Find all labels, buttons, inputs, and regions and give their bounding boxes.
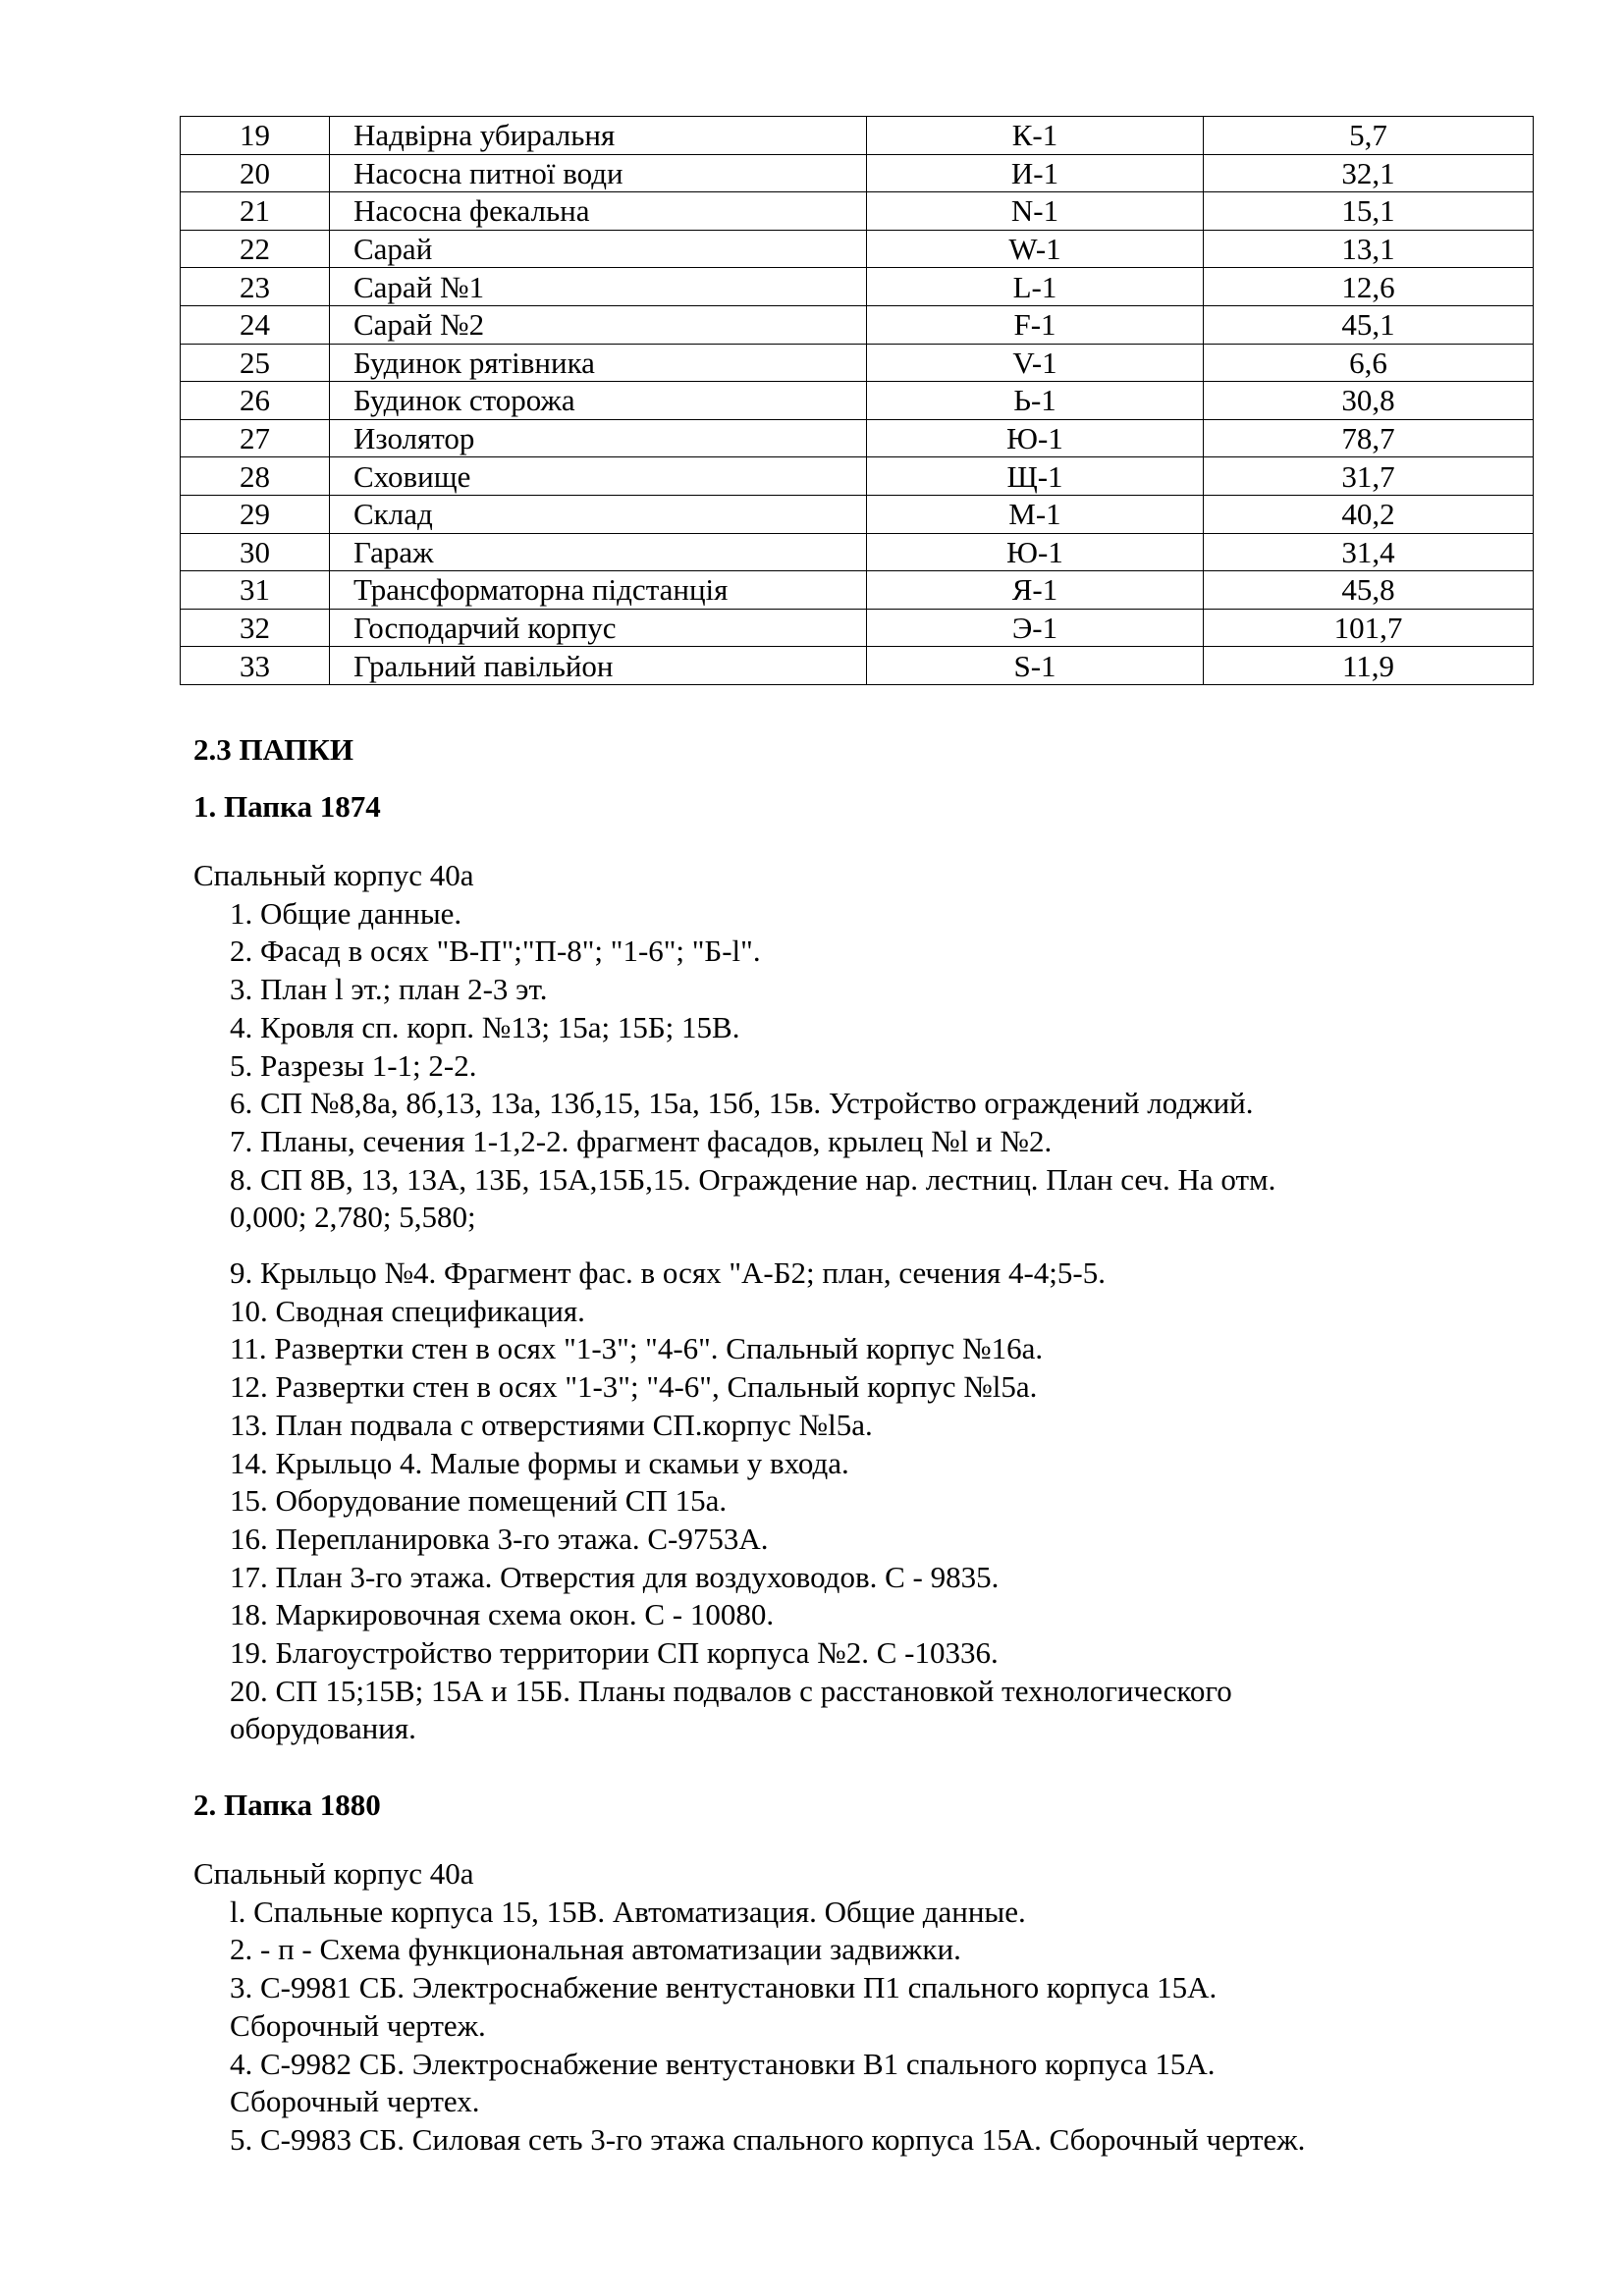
row-name: Надвірна убиральня xyxy=(330,117,867,155)
table-row xyxy=(181,192,1534,231)
row-name: Склад xyxy=(330,495,867,533)
row-area: 13,1 xyxy=(1204,230,1534,268)
row-area: 11,9 xyxy=(1204,647,1534,685)
table-row xyxy=(181,230,1534,268)
list-item: 4. С-9982 СБ. Электроснабжение вентустановки В1 спального корпуса 15А. xyxy=(230,2046,1216,2081)
row-code: L-1 xyxy=(867,268,1204,306)
row-area: 12,6 xyxy=(1204,268,1534,306)
row-number: 22 xyxy=(181,230,330,268)
row-number: 23 xyxy=(181,268,330,306)
list-item: 17. План 3-го этажа. Отверстия для воздуховодов. С - 9835. xyxy=(230,1559,1000,1594)
row-name: Будинок рятівника xyxy=(330,344,867,382)
list-item: 16. Перепланировка 3-го этажа. С-9753А. xyxy=(230,1521,769,1556)
table-row xyxy=(181,419,1534,457)
row-area: 32,1 xyxy=(1204,154,1534,192)
row-area: 78,7 xyxy=(1204,419,1534,457)
row-number: 24 xyxy=(181,305,330,344)
row-area: 31,4 xyxy=(1204,533,1534,571)
row-number: 29 xyxy=(181,495,330,533)
list-item: 6. СП №8,8а, 8б,13, 13а, 13б,15, 15а, 15б, 15в. Устройство ограждений лоджий. xyxy=(230,1086,1254,1121)
row-name: Сарай №1 xyxy=(330,268,867,306)
table-row xyxy=(181,609,1534,647)
row-number: 26 xyxy=(181,382,330,420)
row-number: 28 xyxy=(181,457,330,496)
table-row xyxy=(181,117,1534,155)
row-number: 31 xyxy=(181,571,330,610)
list-item: 0,000; 2,780; 5,580; xyxy=(230,1200,476,1235)
list-item: 3. План l эт.; план 2-3 эт. xyxy=(230,972,548,1007)
row-code: N-1 xyxy=(867,192,1204,231)
table-row xyxy=(181,344,1534,382)
row-code: Ь-1 xyxy=(867,382,1204,420)
table-row xyxy=(181,647,1534,685)
row-code: Ю-1 xyxy=(867,419,1204,457)
list-item: 7. Планы, сечения 1-1,2-2. фрагмент фасадов, крылец №l и №2. xyxy=(230,1123,1053,1158)
row-number: 25 xyxy=(181,344,330,382)
list-item: 1. Общие данные. xyxy=(230,895,462,931)
row-name: Сарай №2 xyxy=(330,305,867,344)
row-number: 21 xyxy=(181,192,330,231)
list-item: 2. Фасад в осях "В-П";"П-8"; "1-6"; "Б-l". xyxy=(230,934,761,969)
row-area: 6,6 xyxy=(1204,344,1534,382)
list-item: Сборочный чертеж. xyxy=(230,2007,486,2043)
row-name: Будинок сторожа xyxy=(330,382,867,420)
row-name: Господарчий корпус xyxy=(330,609,867,647)
row-number: 30 xyxy=(181,533,330,571)
list-item: 8. СП 8В, 13, 13А, 13Б, 15А,15Б,15. Ограждение нар. лестниц. План сеч. На отм. xyxy=(230,1161,1276,1197)
list-item: 20. СП 15;15В; 15А и 15Б. Планы подвалов с расстановкой технологического xyxy=(230,1673,1232,1708)
row-number: 20 xyxy=(181,154,330,192)
folder-title: 2. Папка 1880 xyxy=(193,1788,381,1822)
row-number: 33 xyxy=(181,647,330,685)
table-row xyxy=(181,457,1534,496)
list-item: 2. - п - Схема функциональная автоматизации задвижки. xyxy=(230,1932,961,1967)
table-row xyxy=(181,495,1534,533)
objects-table-body xyxy=(181,117,1534,685)
table-row xyxy=(181,382,1534,420)
row-code: М-1 xyxy=(867,495,1204,533)
row-code: Ю-1 xyxy=(867,533,1204,571)
list-item: 5. С-9983 СБ. Силовая сеть 3-го этажа спального корпуса 15А. Сборочный чертеж. xyxy=(230,2121,1306,2157)
row-name: Насосна фекальна xyxy=(330,192,867,231)
row-code: V-1 xyxy=(867,344,1204,382)
folder-title: 1. Папка 1874 xyxy=(193,789,381,824)
row-area: 31,7 xyxy=(1204,457,1534,496)
row-name: Сховище xyxy=(330,457,867,496)
list-item: Сборочный чертех. xyxy=(230,2084,480,2119)
table-row xyxy=(181,268,1534,306)
list-item: оборудования. xyxy=(230,1711,416,1746)
row-area: 45,1 xyxy=(1204,305,1534,344)
folder-items-list xyxy=(193,1894,1509,2160)
list-item: 18. Маркировочная схема окон. С - 10080. xyxy=(230,1597,775,1632)
row-code: И-1 xyxy=(867,154,1204,192)
row-number: 19 xyxy=(181,117,330,155)
row-code: Щ-1 xyxy=(867,457,1204,496)
row-number: 32 xyxy=(181,609,330,647)
objects-table xyxy=(180,116,1534,685)
table-row xyxy=(181,154,1534,192)
folder-items-list xyxy=(193,895,1509,1748)
folder-subject: Спальный корпус 40а xyxy=(193,1856,474,1891)
list-item: l. Спальные корпуса 15, 15В. Автоматизация. Общие данные. xyxy=(230,1894,1026,1929)
folder-subject: Спальный корпус 40а xyxy=(193,858,474,892)
row-area: 15,1 xyxy=(1204,192,1534,231)
row-name: Гараж xyxy=(330,533,867,571)
list-item: 4. Кровля сп. корп. №13; 15а; 15Б; 15В. xyxy=(230,1009,740,1044)
row-area: 45,8 xyxy=(1204,571,1534,610)
row-code: Э-1 xyxy=(867,609,1204,647)
list-item: 13. План подвала с отверстиями СП.корпус №l5a. xyxy=(230,1407,873,1442)
table-row xyxy=(181,305,1534,344)
list-item: 15. Оборудование помещений СП 15а. xyxy=(230,1483,728,1519)
section-title: 2.3 ПАПКИ xyxy=(193,732,353,767)
list-item: 9. Крыльцо №4. Фрагмент фас. в осях "А-Б2; план, сечения 4-4;5-5. xyxy=(230,1255,1106,1291)
row-area: 40,2 xyxy=(1204,495,1534,533)
table-row xyxy=(181,533,1534,571)
folder-1880 xyxy=(193,1786,1509,2160)
table-row xyxy=(181,571,1534,610)
row-name: Изолятор xyxy=(330,419,867,457)
row-area: 101,7 xyxy=(1204,609,1534,647)
list-item: 10. Сводная спецификация. xyxy=(230,1293,585,1328)
list-item: 14. Крыльцо 4. Малые формы и скамьи у входа. xyxy=(230,1445,849,1480)
folder-1874 xyxy=(193,787,1509,1748)
row-name: Насосна питної води xyxy=(330,154,867,192)
list-item: 3. С-9981 СБ. Электроснабжение вентустановки П1 спального корпуса 15А. xyxy=(230,1970,1218,2005)
row-code: К-1 xyxy=(867,117,1204,155)
row-area: 5,7 xyxy=(1204,117,1534,155)
row-name: Сарай xyxy=(330,230,867,268)
row-name: Трансформаторна підстанція xyxy=(330,571,867,610)
list-item: 19. Благоустройство территории СП корпуса №2. С -10336. xyxy=(230,1635,999,1671)
row-code: S-1 xyxy=(867,647,1204,685)
row-area: 30,8 xyxy=(1204,382,1534,420)
list-item: 11. Развертки стен в осях "1-3"; "4-6". Спальный корпус №16а. xyxy=(230,1331,1044,1366)
row-code: W-1 xyxy=(867,230,1204,268)
row-code: F-1 xyxy=(867,305,1204,344)
row-code: Я-1 xyxy=(867,571,1204,610)
list-item: 5. Разрезы 1-1; 2-2. xyxy=(230,1047,477,1083)
row-name: Гральний павільйон xyxy=(330,647,867,685)
list-item: 12. Развертки стен в осях "1-3"; "4-6", Спальный корпус №l5а. xyxy=(230,1369,1038,1405)
row-number: 27 xyxy=(181,419,330,457)
